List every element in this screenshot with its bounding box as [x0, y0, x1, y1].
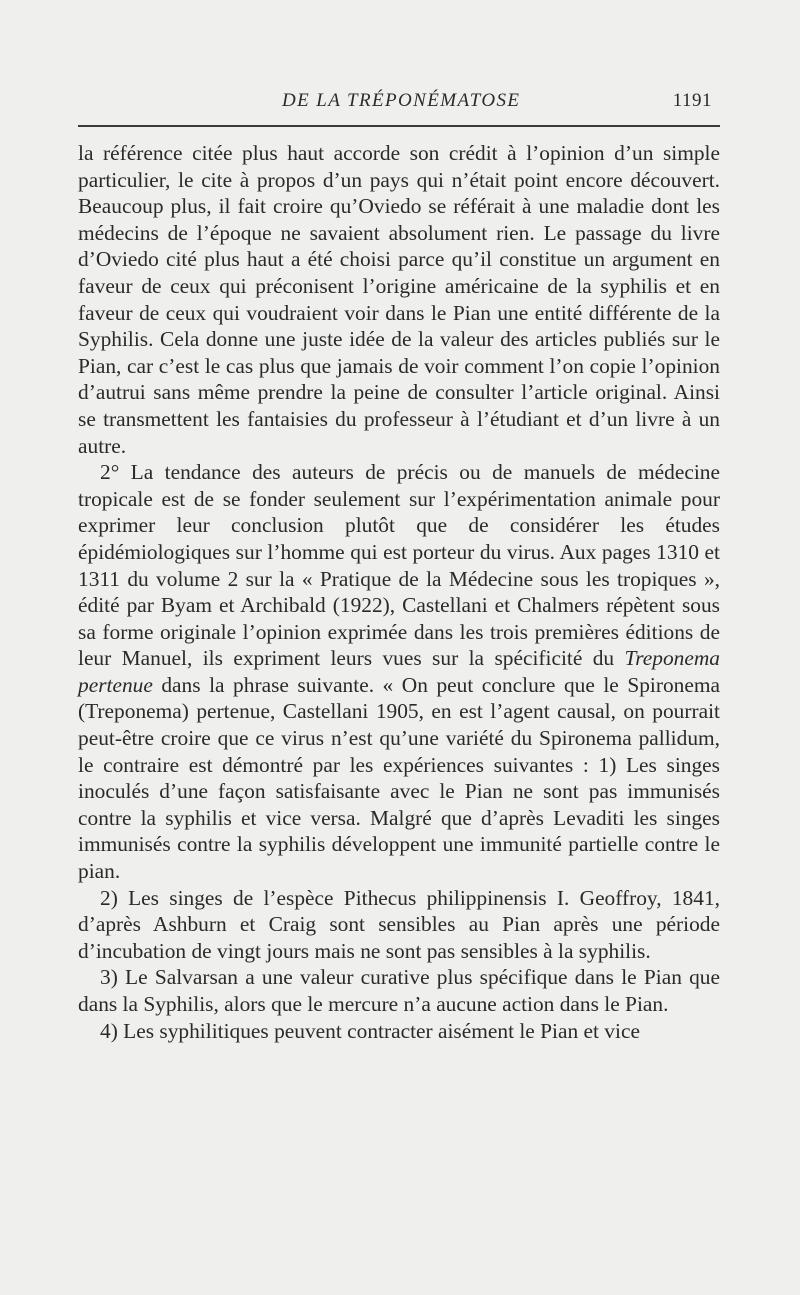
paragraph-text: 4) Les syphilitiques peuvent contracter aisément le Pian et vice	[100, 1018, 640, 1043]
running-title: DE LA TRÉPONÉMATOSE	[282, 90, 521, 111]
paragraph-text: dans la phrase suivante. « On peut conclure que le Spironema (Treponema) pertenue, Castellani 1905, en est l’agent causal, on pourrait peut-être croire que ce virus n’est qu’une variété du Spironema pallidum, le contraire est démontré par les expériences suivantes : 1) Les singes inoculés d’une façon satisfaisante avec le Pian ne sont pas immunisés contre la syphilis et vice versa. Malgré que d’après Levaditi les singes immunisés contre la syphilis développent une immunité partielle contre le pian.	[78, 672, 720, 884]
paragraph-text: 2° La tendance des auteurs de précis ou de manuels de médecine tropicale est de se fonder seulement sur l’expérimentation animale pour exprimer leur conclusion plutôt que de considérer les études épidémiologiques sur l’homme qui est porteur du virus. Aux pages 1310 et 1311 du volume 2 sur la « Pratique de la Médecine sous les tropiques », édité par Byam et Archibald (1922), Castellani et Chalmers répètent sous sa forme originale l’opinion exprimée dans les trois premières éditions de leur Manuel, ils expriment leurs vues sur la spécificité du	[78, 460, 720, 671]
paragraph	[78, 885, 720, 965]
paragraph	[78, 1018, 720, 1045]
document-page	[78, 0, 720, 1295]
italic-species-name: Treponema pertenue	[78, 646, 720, 697]
running-head	[78, 90, 720, 120]
paragraph-text: 3) Le Salvarsan a une valeur curative plus spécifique dans le Pian que dans la Syphilis, alors que le mercure n’a aucune action dans le Pian.	[78, 965, 720, 1016]
paragraph	[78, 964, 720, 1017]
paragraph-text: 2) Les singes de l’espèce Pithecus philippinensis I. Geoffroy, 1841, d’après Ashburn et Craig sont sensibles au Pian après une période d’incubation de vingt jours mais ne sont pas sensibles à la syphilis.	[78, 885, 720, 963]
page-number: 1191	[672, 90, 712, 111]
paragraph	[78, 140, 720, 459]
body-text	[78, 140, 720, 1044]
header-rule	[78, 125, 720, 127]
paragraph	[78, 459, 720, 885]
paragraph-text: la référence citée plus haut accorde son crédit à l’opinion d’un simple particulier, le cite à propos d’un pays qui n’était point encore découvert. Beaucoup plus, il fait croire qu’Oviedo se référait à une maladie dont les médecins de l’époque ne savaient absolument rien. Le passage du livre d’Oviedo cité plus haut a été choisi parce qu’il constitue un argument en faveur de ceux qui préconisent l’origine américaine de la syphilis et en faveur de ceux qui voudraient voir dans le Pian une entité différente de la Syphilis. Cela donne une juste idée de la valeur des articles publiés sur le Pian, car c’est le cas plus que jamais de voir comment l’on copie l’opinion d’autrui sans même prendre la peine de consulter l’article original. Ainsi se transmettent les fantaisies du professeur à l’étudiant et d’un livre à un autre.	[78, 141, 720, 458]
